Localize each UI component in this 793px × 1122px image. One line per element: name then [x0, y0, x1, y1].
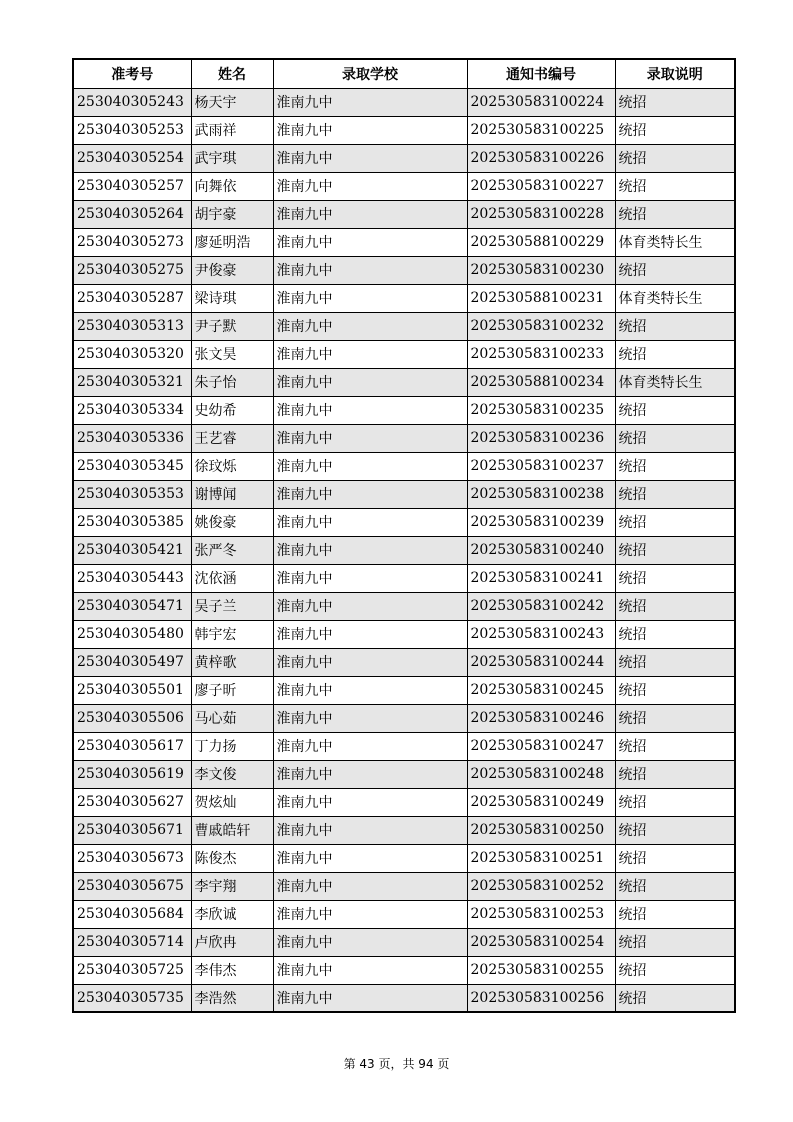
cell-admission-note: 统招: [615, 676, 735, 704]
table-row: [73, 200, 735, 228]
table-row: [73, 928, 735, 956]
cell-exam-number: 253040305243: [73, 88, 191, 116]
cell-notice-number: 202530583100225: [467, 116, 615, 144]
cell-school: 淮南九中: [273, 704, 467, 732]
cell-school: 淮南九中: [273, 88, 467, 116]
cell-admission-note: 统招: [615, 900, 735, 928]
cell-admission-note: 统招: [615, 648, 735, 676]
header-name: 姓名: [191, 59, 273, 88]
cell-exam-number: 253040305506: [73, 704, 191, 732]
cell-name: 尹子默: [191, 312, 273, 340]
cell-notice-number: 202530588100229: [467, 228, 615, 256]
cell-name: 陈俊杰: [191, 844, 273, 872]
cell-name: 向舞依: [191, 172, 273, 200]
table-row: [73, 508, 735, 536]
cell-admission-note: 统招: [615, 984, 735, 1012]
cell-school: 淮南九中: [273, 928, 467, 956]
admission-table: [72, 58, 736, 1013]
cell-exam-number: 253040305345: [73, 452, 191, 480]
table-row: [73, 620, 735, 648]
cell-school: 淮南九中: [273, 872, 467, 900]
cell-notice-number: 202530583100226: [467, 144, 615, 172]
cell-admission-note: 统招: [615, 312, 735, 340]
cell-name: 韩宇宏: [191, 620, 273, 648]
cell-school: 淮南九中: [273, 424, 467, 452]
header-notice-number: 通知书编号: [467, 59, 615, 88]
cell-notice-number: 202530583100250: [467, 816, 615, 844]
cell-name: 李浩然: [191, 984, 273, 1012]
cell-exam-number: 253040305334: [73, 396, 191, 424]
cell-admission-note: 统招: [615, 788, 735, 816]
table-row: [73, 88, 735, 116]
cell-notice-number: 202530583100241: [467, 564, 615, 592]
cell-school: 淮南九中: [273, 116, 467, 144]
cell-exam-number: 253040305320: [73, 340, 191, 368]
cell-admission-note: 体育类特长生: [615, 284, 735, 312]
cell-name: 张严冬: [191, 536, 273, 564]
cell-name: 丁力扬: [191, 732, 273, 760]
cell-school: 淮南九中: [273, 396, 467, 424]
cell-admission-note: 统招: [615, 956, 735, 984]
cell-admission-note: 统招: [615, 760, 735, 788]
table-row: [73, 816, 735, 844]
table-row: [73, 984, 735, 1012]
cell-school: 淮南九中: [273, 760, 467, 788]
cell-notice-number: 202530583100251: [467, 844, 615, 872]
cell-admission-note: 统招: [615, 928, 735, 956]
cell-name: 贺炫灿: [191, 788, 273, 816]
cell-name: 卢欣冉: [191, 928, 273, 956]
cell-admission-note: 统招: [615, 732, 735, 760]
table-row: [73, 452, 735, 480]
cell-school: 淮南九中: [273, 816, 467, 844]
cell-school: 淮南九中: [273, 312, 467, 340]
cell-notice-number: 202530583100249: [467, 788, 615, 816]
cell-notice-number: 202530588100234: [467, 368, 615, 396]
cell-notice-number: 202530583100252: [467, 872, 615, 900]
cell-exam-number: 253040305714: [73, 928, 191, 956]
table-row: [73, 536, 735, 564]
cell-name: 姚俊豪: [191, 508, 273, 536]
table-row: [73, 956, 735, 984]
cell-notice-number: 202530583100233: [467, 340, 615, 368]
cell-admission-note: 统招: [615, 116, 735, 144]
cell-exam-number: 253040305264: [73, 200, 191, 228]
cell-school: 淮南九中: [273, 480, 467, 508]
cell-name: 武宇琪: [191, 144, 273, 172]
table-row: [73, 676, 735, 704]
cell-notice-number: 202530583100253: [467, 900, 615, 928]
header-admission-note: 录取说明: [615, 59, 735, 88]
cell-exam-number: 253040305313: [73, 312, 191, 340]
cell-name: 尹俊豪: [191, 256, 273, 284]
table-row: [73, 256, 735, 284]
cell-admission-note: 统招: [615, 620, 735, 648]
cell-name: 朱子怡: [191, 368, 273, 396]
table-row: [73, 368, 735, 396]
cell-exam-number: 253040305671: [73, 816, 191, 844]
cell-exam-number: 253040305501: [73, 676, 191, 704]
cell-name: 廖子昕: [191, 676, 273, 704]
cell-notice-number: 202530583100232: [467, 312, 615, 340]
cell-name: 李宇翔: [191, 872, 273, 900]
cell-admission-note: 体育类特长生: [615, 368, 735, 396]
cell-name: 李伟杰: [191, 956, 273, 984]
cell-notice-number: 202530583100254: [467, 928, 615, 956]
cell-exam-number: 253040305257: [73, 172, 191, 200]
cell-exam-number: 253040305619: [73, 760, 191, 788]
cell-name: 马心茹: [191, 704, 273, 732]
cell-admission-note: 统招: [615, 452, 735, 480]
table-row: [73, 732, 735, 760]
cell-name: 梁诗琪: [191, 284, 273, 312]
cell-admission-note: 统招: [615, 816, 735, 844]
table-row: [73, 116, 735, 144]
cell-exam-number: 253040305725: [73, 956, 191, 984]
cell-exam-number: 253040305627: [73, 788, 191, 816]
cell-school: 淮南九中: [273, 648, 467, 676]
cell-school: 淮南九中: [273, 200, 467, 228]
cell-school: 淮南九中: [273, 564, 467, 592]
page-footer: 第 43 页，共 94 页: [343, 1057, 450, 1071]
cell-notice-number: 202530583100255: [467, 956, 615, 984]
cell-notice-number: 202530583100246: [467, 704, 615, 732]
cell-exam-number: 253040305684: [73, 900, 191, 928]
cell-admission-note: 统招: [615, 256, 735, 284]
cell-name: 王艺睿: [191, 424, 273, 452]
cell-admission-note: 统招: [615, 844, 735, 872]
cell-exam-number: 253040305421: [73, 536, 191, 564]
cell-notice-number: 202530583100244: [467, 648, 615, 676]
cell-exam-number: 253040305253: [73, 116, 191, 144]
cell-school: 淮南九中: [273, 172, 467, 200]
cell-notice-number: 202530583100239: [467, 508, 615, 536]
table-row: [73, 340, 735, 368]
table-header-row: [73, 59, 735, 88]
cell-name: 武雨祥: [191, 116, 273, 144]
cell-name: 黄梓歌: [191, 648, 273, 676]
cell-school: 淮南九中: [273, 900, 467, 928]
cell-exam-number: 253040305275: [73, 256, 191, 284]
table-row: [73, 144, 735, 172]
cell-admission-note: 统招: [615, 144, 735, 172]
cell-admission-note: 体育类特长生: [615, 228, 735, 256]
cell-school: 淮南九中: [273, 536, 467, 564]
cell-exam-number: 253040305673: [73, 844, 191, 872]
table-row: [73, 564, 735, 592]
cell-name: 史幼希: [191, 396, 273, 424]
cell-name: 张文昊: [191, 340, 273, 368]
cell-admission-note: 统招: [615, 396, 735, 424]
cell-notice-number: 202530583100248: [467, 760, 615, 788]
cell-school: 淮南九中: [273, 956, 467, 984]
cell-exam-number: 253040305497: [73, 648, 191, 676]
table-row: [73, 760, 735, 788]
cell-name: 徐玟烁: [191, 452, 273, 480]
cell-school: 淮南九中: [273, 228, 467, 256]
table-row: [73, 844, 735, 872]
cell-notice-number: 202530583100256: [467, 984, 615, 1012]
cell-name: 廖延明浩: [191, 228, 273, 256]
cell-notice-number: 202530583100243: [467, 620, 615, 648]
cell-school: 淮南九中: [273, 256, 467, 284]
cell-notice-number: 202530583100227: [467, 172, 615, 200]
cell-notice-number: 202530588100231: [467, 284, 615, 312]
cell-notice-number: 202530583100238: [467, 480, 615, 508]
cell-school: 淮南九中: [273, 620, 467, 648]
cell-school: 淮南九中: [273, 844, 467, 872]
cell-name: 李文俊: [191, 760, 273, 788]
cell-exam-number: 253040305287: [73, 284, 191, 312]
header-school: 录取学校: [273, 59, 467, 88]
cell-notice-number: 202530583100242: [467, 592, 615, 620]
table-row: [73, 228, 735, 256]
cell-admission-note: 统招: [615, 508, 735, 536]
table-row: [73, 480, 735, 508]
cell-school: 淮南九中: [273, 452, 467, 480]
table-row: [73, 284, 735, 312]
cell-admission-note: 统招: [615, 536, 735, 564]
cell-name: 杨天宇: [191, 88, 273, 116]
cell-name: 吴子兰: [191, 592, 273, 620]
cell-notice-number: 202530583100240: [467, 536, 615, 564]
cell-exam-number: 253040305443: [73, 564, 191, 592]
cell-notice-number: 202530583100224: [467, 88, 615, 116]
cell-exam-number: 253040305735: [73, 984, 191, 1012]
table-row: [73, 900, 735, 928]
cell-school: 淮南九中: [273, 732, 467, 760]
table-row: [73, 788, 735, 816]
cell-admission-note: 统招: [615, 704, 735, 732]
table-row: [73, 312, 735, 340]
cell-name: 沈依涵: [191, 564, 273, 592]
cell-school: 淮南九中: [273, 368, 467, 396]
cell-name: 胡宇豪: [191, 200, 273, 228]
table-body: [73, 88, 735, 1012]
cell-exam-number: 253040305321: [73, 368, 191, 396]
table-row: [73, 872, 735, 900]
cell-name: 李欣诚: [191, 900, 273, 928]
cell-admission-note: 统招: [615, 592, 735, 620]
cell-exam-number: 253040305336: [73, 424, 191, 452]
admission-table-container: [72, 58, 734, 1013]
cell-school: 淮南九中: [273, 984, 467, 1012]
cell-exam-number: 253040305480: [73, 620, 191, 648]
cell-notice-number: 202530583100228: [467, 200, 615, 228]
cell-admission-note: 统招: [615, 480, 735, 508]
cell-exam-number: 253040305617: [73, 732, 191, 760]
cell-exam-number: 253040305675: [73, 872, 191, 900]
cell-name: 谢博闻: [191, 480, 273, 508]
table-row: [73, 704, 735, 732]
cell-admission-note: 统招: [615, 88, 735, 116]
cell-notice-number: 202530583100245: [467, 676, 615, 704]
table-row: [73, 424, 735, 452]
cell-notice-number: 202530583100247: [467, 732, 615, 760]
cell-school: 淮南九中: [273, 340, 467, 368]
cell-notice-number: 202530583100235: [467, 396, 615, 424]
table-row: [73, 172, 735, 200]
cell-admission-note: 统招: [615, 340, 735, 368]
cell-school: 淮南九中: [273, 788, 467, 816]
cell-exam-number: 253040305353: [73, 480, 191, 508]
cell-admission-note: 统招: [615, 872, 735, 900]
cell-school: 淮南九中: [273, 508, 467, 536]
cell-name: 曹戚皓轩: [191, 816, 273, 844]
table-row: [73, 396, 735, 424]
table-row: [73, 592, 735, 620]
cell-school: 淮南九中: [273, 144, 467, 172]
cell-notice-number: 202530583100236: [467, 424, 615, 452]
cell-exam-number: 253040305273: [73, 228, 191, 256]
cell-exam-number: 253040305254: [73, 144, 191, 172]
cell-admission-note: 统招: [615, 424, 735, 452]
cell-school: 淮南九中: [273, 676, 467, 704]
cell-admission-note: 统招: [615, 200, 735, 228]
cell-school: 淮南九中: [273, 592, 467, 620]
cell-admission-note: 统招: [615, 564, 735, 592]
cell-admission-note: 统招: [615, 172, 735, 200]
header-exam-number: 准考号: [73, 59, 191, 88]
cell-notice-number: 202530583100237: [467, 452, 615, 480]
cell-notice-number: 202530583100230: [467, 256, 615, 284]
cell-school: 淮南九中: [273, 284, 467, 312]
cell-exam-number: 253040305385: [73, 508, 191, 536]
cell-exam-number: 253040305471: [73, 592, 191, 620]
table-row: [73, 648, 735, 676]
